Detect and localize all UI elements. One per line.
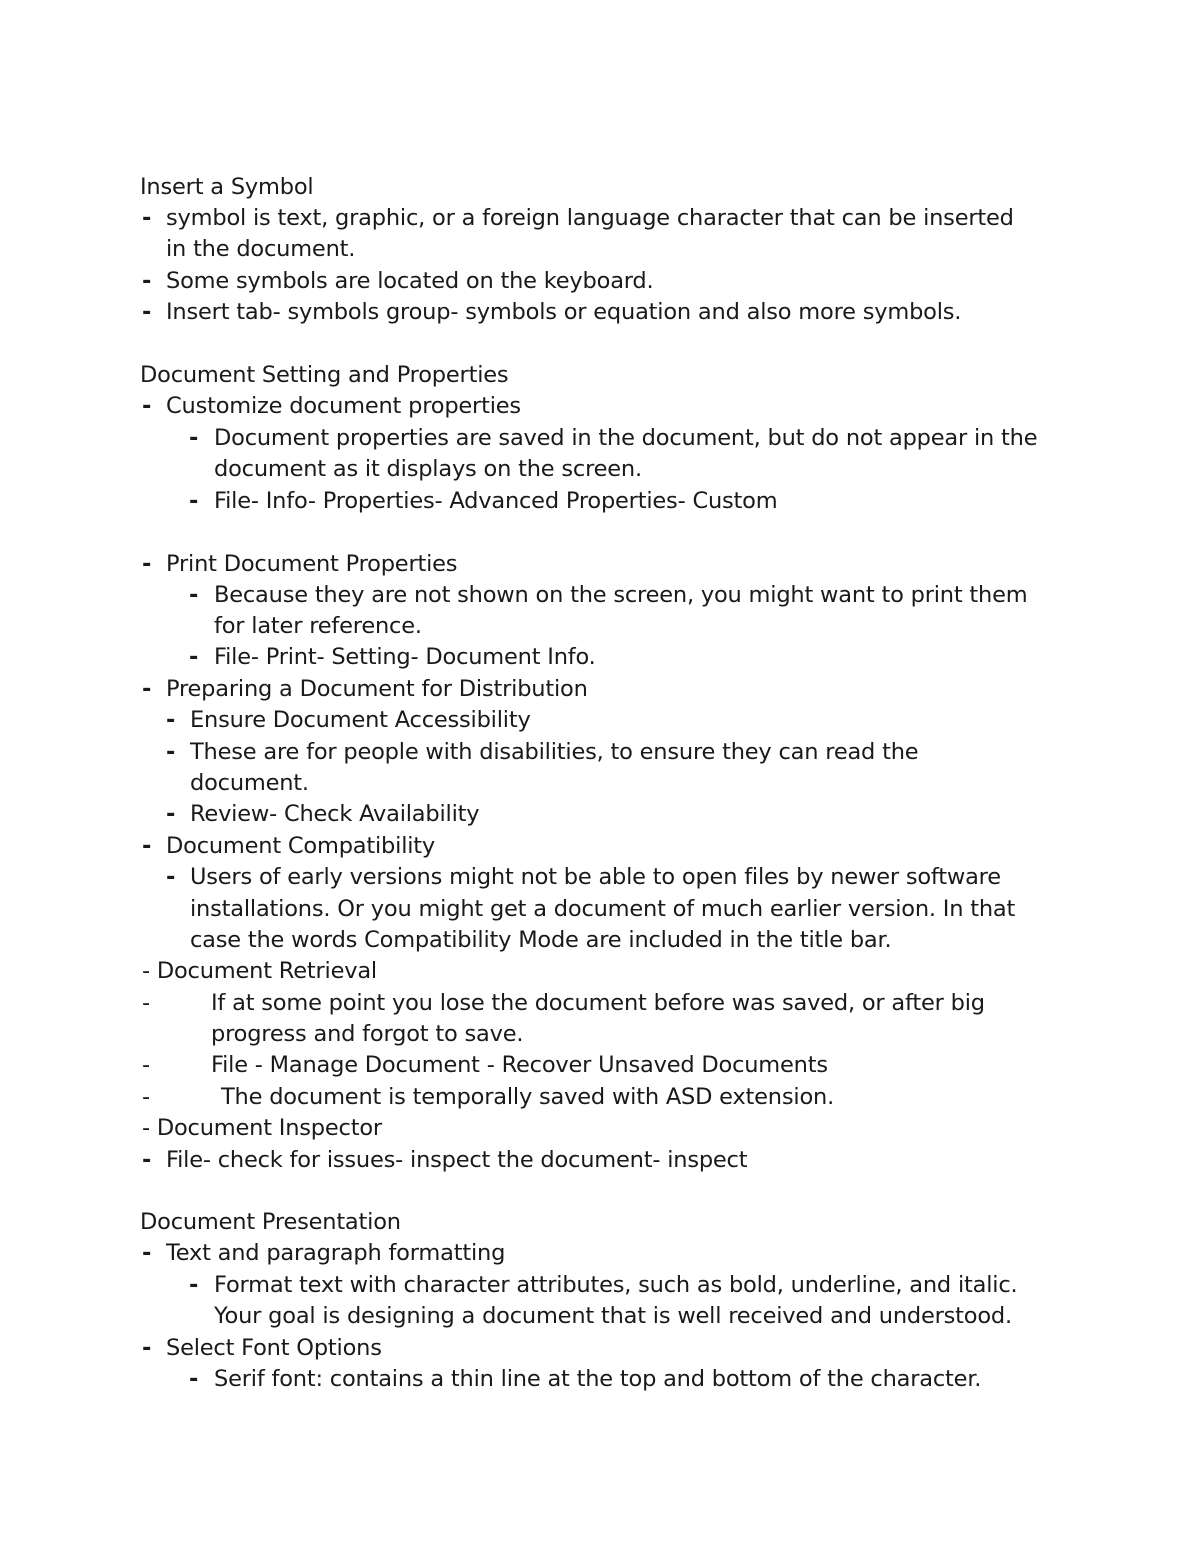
list-item: File- Info- Properties- Advanced Properties- Custom (214, 488, 778, 514)
bullet-dash: - (142, 551, 152, 577)
list-item-continuation: document as it displays on the screen. (214, 456, 642, 482)
bullet-dash: - (142, 676, 152, 702)
list-item: Customize document properties (166, 393, 521, 419)
list-item: Insert tab- symbols group- symbols or equation and also more symbols. (166, 299, 962, 325)
bullet-dash: - (142, 205, 152, 231)
list-item: Document Compatibility (166, 833, 436, 859)
list-item: Format text with character attributes, such as bold, underline, and italic. (214, 1272, 1018, 1298)
bullet-dash: - (142, 1240, 152, 1266)
list-item: Select Font Options (166, 1335, 382, 1361)
list-item: File - Manage Document - Recover Unsaved Documents (211, 1052, 828, 1078)
list-item-continuation: in the document. (166, 236, 356, 262)
list-item: File- Print- Setting- Document Info. (214, 644, 596, 670)
list-item: These are for people with disabilities, to ensure they can read the (190, 739, 919, 765)
section-heading: Insert a Symbol (140, 174, 314, 200)
list-item: File- check for issues- inspect the document- inspect (166, 1147, 748, 1173)
bullet-dash: - (166, 739, 176, 765)
list-item: Ensure Document Accessibility (190, 707, 531, 733)
plain-dash: - (142, 1052, 150, 1078)
list-item: Print Document Properties (166, 551, 458, 577)
list-item: Serif font: contains a thin line at the top and bottom of the character. (214, 1366, 982, 1392)
list-item-continuation: progress and forgot to save. (211, 1021, 524, 1047)
bullet-dash: - (189, 1366, 199, 1392)
plain-dash: - (142, 990, 150, 1016)
bullet-dash: - (189, 582, 199, 608)
bullet-dash: - (189, 488, 199, 514)
plain-dash: - (142, 1084, 150, 1110)
bullet-dash: - (142, 1147, 152, 1173)
section-heading: Document Presentation (140, 1209, 401, 1235)
list-item: symbol is text, graphic, or a foreign language character that can be inserted (166, 205, 1014, 231)
bullet-dash: - (189, 644, 199, 670)
list-item: Review- Check Availability (190, 801, 480, 827)
list-item-continuation: for later reference. (214, 613, 422, 639)
list-item-continuation: Your goal is designing a document that is well received and understood. (214, 1303, 1012, 1329)
list-item: Some symbols are located on the keyboard. (166, 268, 654, 294)
list-item: Text and paragraph formatting (166, 1240, 506, 1266)
bullet-dash: - (166, 801, 176, 827)
list-item: The document is temporally saved with ASD extension. (221, 1084, 835, 1110)
list-item-continuation: document. (190, 770, 309, 796)
bullet-dash: - (166, 707, 176, 733)
list-item: Preparing a Document for Distribution (166, 676, 588, 702)
list-item: - Document Inspector (142, 1115, 382, 1141)
list-item: Document properties are saved in the document, but do not appear in the (214, 425, 1038, 451)
list-item: Users of early versions might not be able to open files by newer software (190, 864, 1001, 890)
bullet-dash: - (142, 833, 152, 859)
bullet-dash: - (189, 1272, 199, 1298)
list-item: - Document Retrieval (142, 958, 377, 984)
list-item: If at some point you lose the document before was saved, or after big (211, 990, 985, 1016)
bullet-dash: - (166, 864, 176, 890)
section-heading: Document Setting and Properties (140, 362, 509, 388)
list-item-continuation: case the words Compatibility Mode are included in the title bar. (190, 927, 892, 953)
list-item-continuation: installations. Or you might get a document of much earlier version. In that (190, 896, 1016, 922)
bullet-dash: - (142, 299, 152, 325)
bullet-dash: - (142, 268, 152, 294)
bullet-dash: - (142, 393, 152, 419)
bullet-dash: - (142, 1335, 152, 1361)
bullet-dash: - (189, 425, 199, 451)
list-item: Because they are not shown on the screen, you might want to print them (214, 582, 1028, 608)
